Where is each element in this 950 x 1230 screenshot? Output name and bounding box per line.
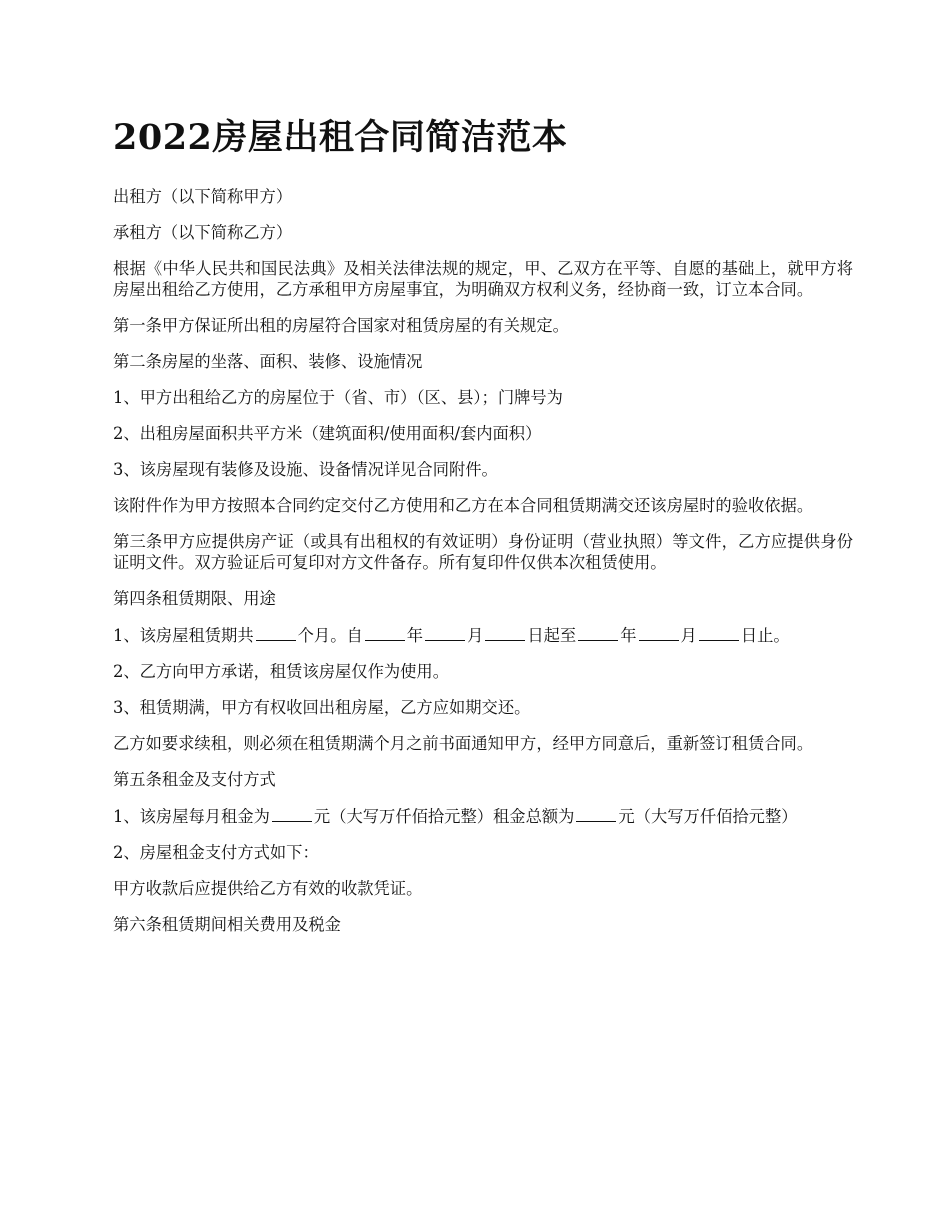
document-page	[113, 112, 853, 950]
blank-field	[272, 805, 312, 822]
article-6-heading: 第六条租赁期间相关费用及税金	[113, 915, 341, 934]
receipt-paragraph: 甲方收款后应提供给乙方有效的收款凭证。	[113, 879, 423, 898]
rent-text-c: 元（大写万仟佰拾元整）	[618, 807, 798, 826]
blank-field	[576, 805, 616, 822]
document-title: 2022房屋出租合同简洁范本	[113, 117, 568, 158]
blank-field	[365, 624, 405, 641]
term-text-b: 个月。自	[297, 626, 363, 645]
blank-field	[578, 624, 618, 641]
article-2-item-1: 1、甲方出租给乙方的房屋位于（省、市）（区、县）；门牌号为	[113, 388, 563, 407]
renewal-paragraph: 乙方如要求续租，则必须在租赁期满个月之前书面通知甲方，经甲方同意后，重新签订租赁合同。	[113, 734, 814, 753]
article-4-item-1	[113, 624, 853, 646]
article-1: 第一条甲方保证所出租的房屋符合国家对租赁房屋的有关规定。	[113, 316, 569, 335]
blank-field	[425, 624, 465, 641]
term-text-g: 月	[680, 626, 697, 645]
article-2-item-2: 2、出租房屋面积共平方米（建筑面积/使用面积/套内面积）	[113, 424, 542, 443]
article-2-item-3: 3、该房屋现有装修及设施、设备情况详见合同附件。	[113, 460, 498, 479]
term-text-d: 月	[467, 626, 484, 645]
term-text-c: 年	[406, 626, 424, 645]
article-4-item-2: 2、乙方向甲方承诺，租赁该房屋仅作为使用。	[113, 662, 449, 681]
article-5-heading: 第五条租金及支付方式	[113, 770, 276, 789]
term-text-e: 日起至	[527, 626, 577, 645]
lessee-line: 承租方（以下简称乙方）	[113, 223, 293, 242]
article-2-heading: 第二条房屋的坐落、面积、装修、设施情况	[113, 352, 423, 371]
article-4-heading: 第四条租赁期限、用途	[113, 589, 276, 608]
article-5-item-1	[113, 805, 853, 827]
attachment-paragraph: 该附件作为甲方按照本合同约定交付乙方使用和乙方在本合同租赁期满交还该房屋时的验收依据。	[113, 496, 814, 515]
rent-text-b: 元（大写万仟佰拾元整）租金总额为	[313, 807, 575, 826]
article-4-item-3: 3、租赁期满，甲方有权收回出租房屋，乙方应如期交还。	[113, 698, 531, 717]
rent-text-a: 1、该房屋每月租金为	[113, 807, 270, 826]
term-text-h: 日止。	[740, 626, 790, 645]
term-text-f: 年	[620, 626, 637, 645]
lessor-line: 出租方（以下简称甲方）	[113, 187, 293, 206]
blank-field	[699, 624, 739, 641]
blank-field	[256, 624, 296, 641]
article-3: 第三条甲方应提供房产证（或具有出租权的有效证明）身份证明（营业执照）等文件，乙方应提供身份证明文件。双方验证后可复印对方文件备存。所有复印件仅供本次租赁使用。	[113, 532, 853, 572]
blank-field	[485, 624, 525, 641]
article-5-item-2: 2、房屋租金支付方式如下：	[113, 843, 319, 862]
term-text-a: 1、该房屋租赁期共	[113, 626, 254, 645]
preamble-paragraph: 根据《中华人民共和国民法典》及相关法律法规的规定，甲、乙双方在平等、自愿的基础上，就甲方将房屋出租给乙方使用，乙方承租甲方房屋事宜，为明确双方权利义务，经协商一致，订立本合同。	[113, 259, 853, 299]
blank-field	[639, 624, 679, 641]
